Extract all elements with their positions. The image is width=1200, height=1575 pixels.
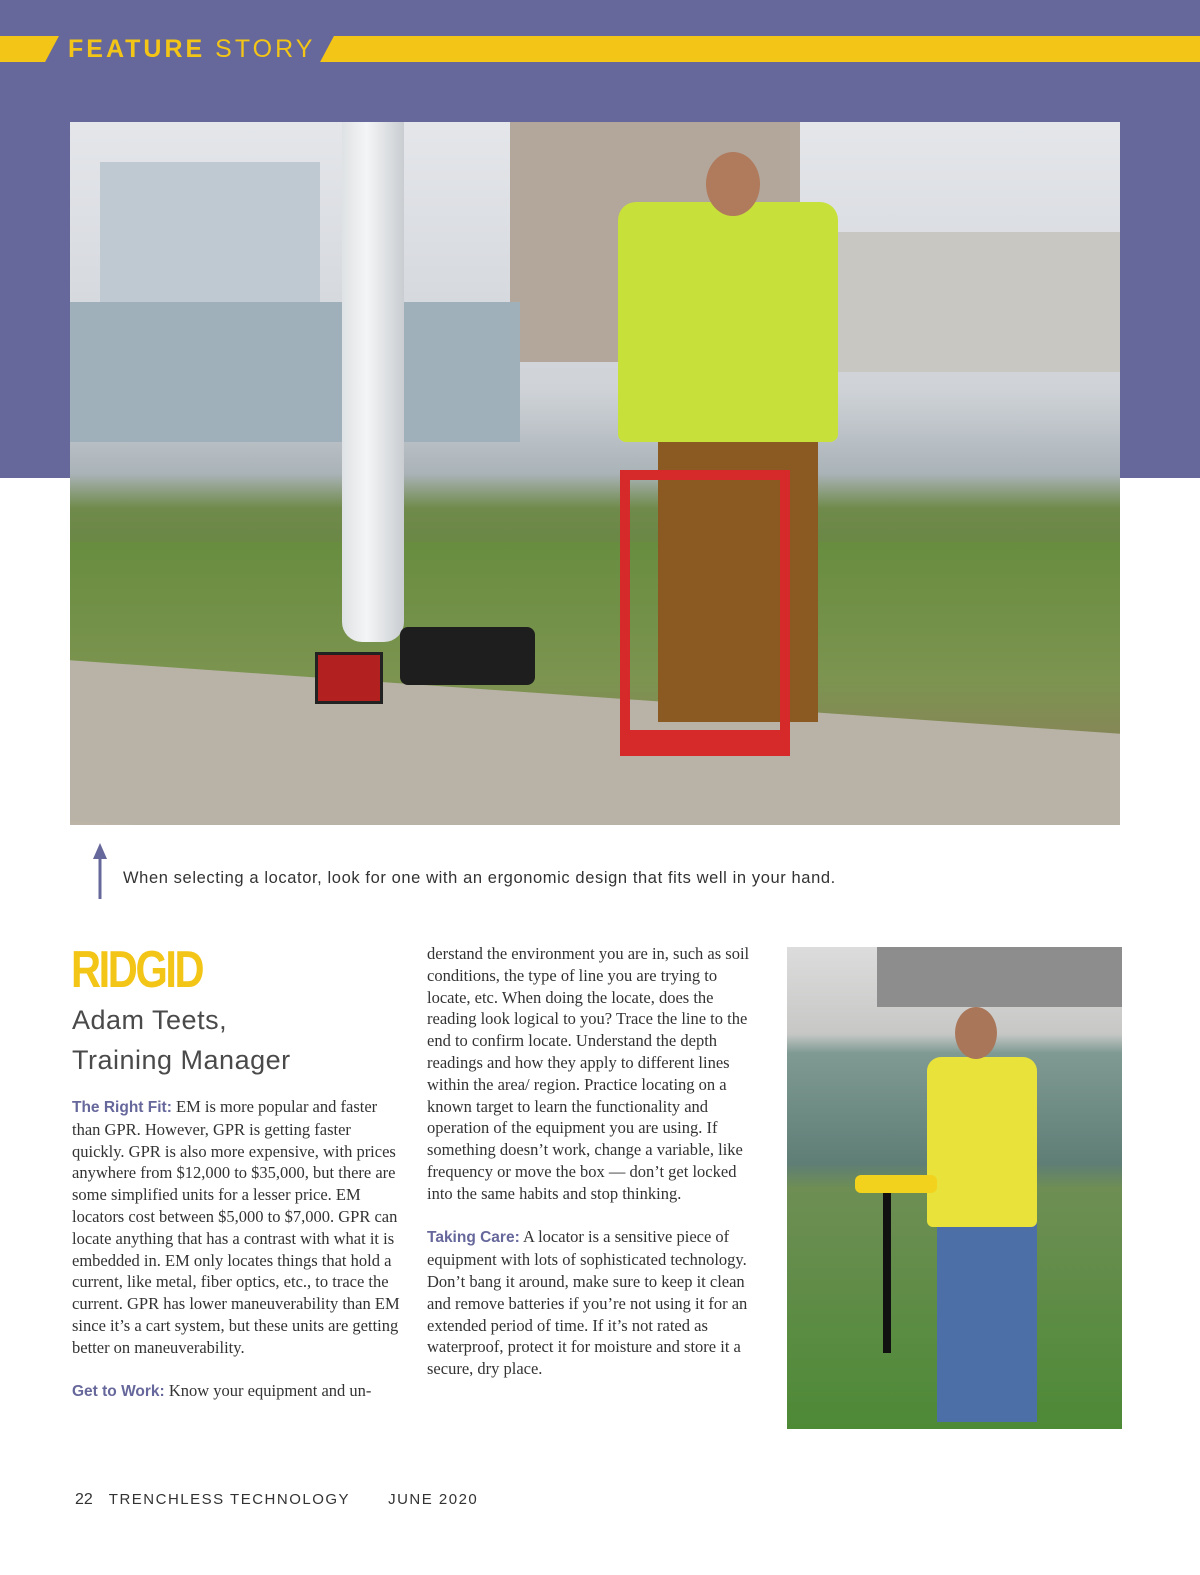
text-get-to-work-start: Know your equipment and un- [168,1381,372,1401]
lead-get-to-work: Get to Work: [72,1383,165,1401]
page-footer [75,1491,478,1509]
trainer-figure [927,1007,1047,1427]
paragraph-get-to-work [72,1380,405,1403]
article-column-right [427,943,762,1380]
equipment-bag [400,627,535,685]
profile-name [72,1000,291,1080]
issue-date: JUNE 2020 [388,1491,479,1508]
section-kicker [45,36,334,62]
paragraph-taking-care [427,1226,762,1380]
paragraph-right-fit [72,1096,405,1359]
text-taking-care: A locator is a sensitive piece of equipment with lots of sophisticated technology. Don’t bang it around, make sure to keep it clean and remove batteries if you’re not using it for an extended period of time. If it’s not rated as waterproof, protect it for moisture and store it a secure, dry place. [427,1227,748,1379]
profile-name-line1: Adam Teets, [72,1005,228,1035]
article-column-left [72,1096,405,1403]
side-photo [787,947,1122,1429]
lead-taking-care: Taking Care: [427,1229,520,1247]
profile-title: Training Manager [72,1045,291,1075]
hero-photo [70,122,1120,825]
locator-frame [620,470,790,756]
photo-caption: When selecting a locator, look for one with an ergonomic design that fits well in your hand. [123,869,836,887]
kicker-light: STORY [215,35,316,63]
locator-receiver [315,652,383,704]
company-logo: RIDGID [71,941,203,999]
paragraph-get-to-work-cont: derstand the environment you are in, such as soil conditions, the type of line you are trying to locate, etc. When doing the locate, does the reading look logical to you? Trace the line to the end to confirm locate. Understand the depth readings and how they apply to different lines within the area/ region. Practice locating on a known target to learn the functionality and operation of the equipment you are using. If something doesn’t work, change a variable, like frequency or move the box — don’t get locked into the same habits and stop thinking. [427,944,750,1203]
text-right-fit: EM is more popular and faster than GPR. However, GPR is getting faster quickly. GPR is also more expensive, with prices anywhere from $12,000 to $35,000, but there are some simplified units for a lesser price. EM locators cost between $5,000 to $7,000. GPR can locate anything that has a contrast with what it is embedded in. EM only locates things that hold a current, like metal, fiber optics, etc., to trace the current. GPR has lower maneuverability than EM since it’s a cart system, but these units are getting better on maneuverability. [72,1097,400,1357]
kicker-bold: FEATURE [68,35,206,63]
page-number: 22 [75,1491,93,1508]
publication-name: TRENCHLESS TECHNOLOGY [108,1491,351,1508]
lead-right-fit: The Right Fit: [72,1099,172,1116]
arrow-up-icon [93,843,107,899]
